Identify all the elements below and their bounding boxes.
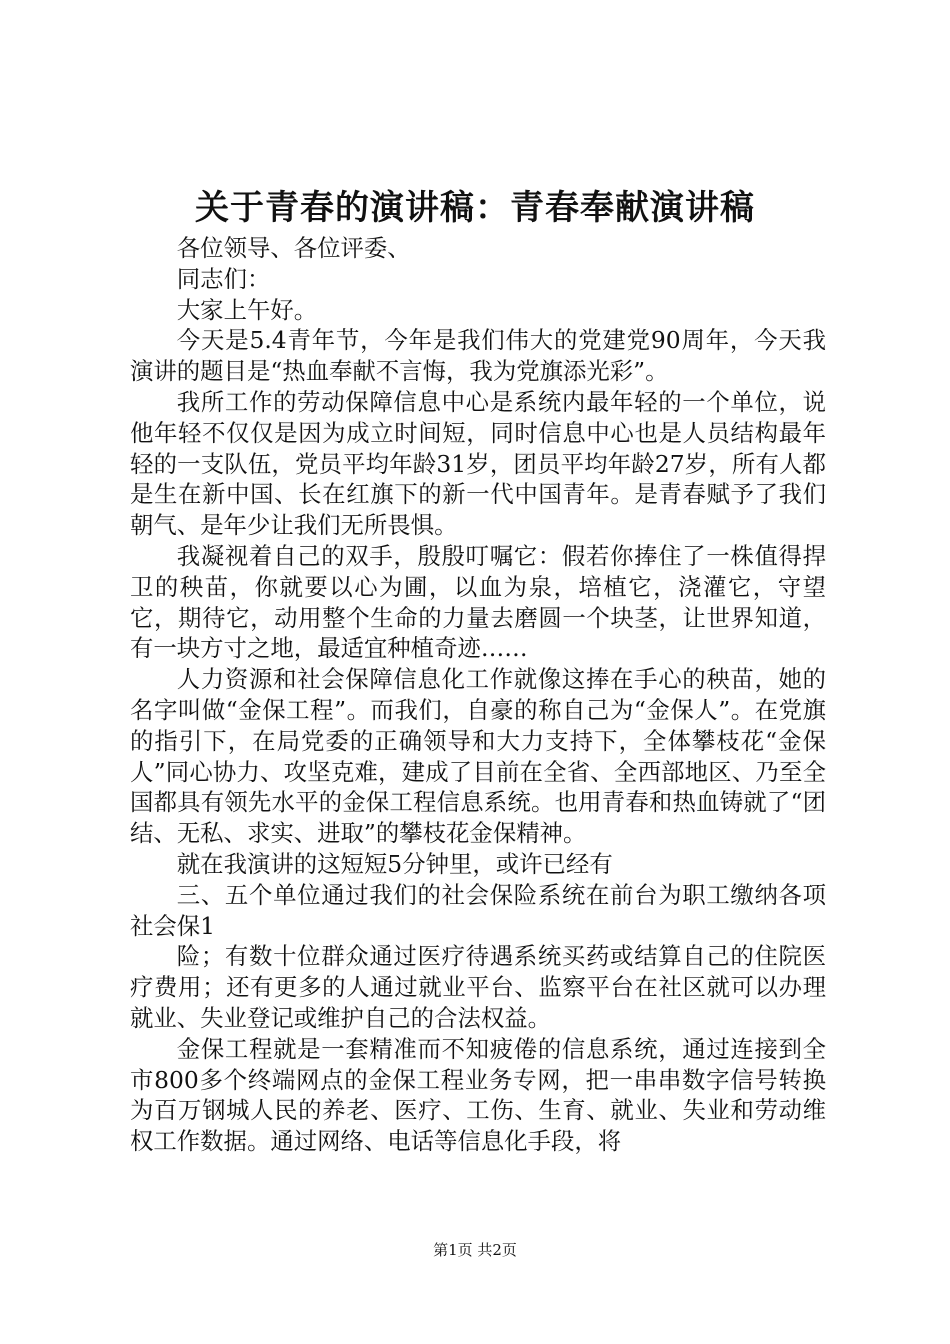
paragraph-salutation-2: 同志们：: [176, 264, 271, 293]
paragraph-jinbao-project: 人力资源和社会保障信息化工作就像这捧在手心的秧苗，她的名字叫做“金保工程”。而我们，自豪的称自己为“金保人”。在党旗的指引下，在局党委的正确领导和大力支持下，全体攀枝花“金保人”同心协力、攻坚克难，建成了目前在全省、全西部地区、乃至全国都具有领先水平的金保工程信息系统。也用青春和热血铸就了“团结、无私、求实、进取”的攀枝花金保精神。: [130, 665, 826, 848]
page-footer: 第1页 共2页: [433, 1241, 517, 1259]
paragraph-salutation-1: 各位领导、各位评委、: [176, 234, 411, 262]
document-body: [130, 233, 826, 1157]
paragraph-seedling: 我凝视着自己的双手，殷殷叮嘱它：假若你捧住了一株值得捍卫的秧苗，你就要以心为圃，以血为泉，培植它，浇灌它，守望它，期待它，动用整个生命的力量去磨圆一个块茎，让世界知道，有一块方寸之地，最适宜种植奇迹……: [130, 541, 826, 663]
paragraph-social-insurance: 三、五个单位通过我们的社会保险系统在前台为职工缴纳各项社会保1: [130, 880, 826, 940]
paragraph-greeting: 大家上午好。: [176, 295, 318, 324]
paragraph-topic: 今天是5.4青年节，今年是我们伟大的党建党90周年，今天我演讲的题目是“热血奉献不言悔，我为党旗添光彩”。: [130, 326, 826, 386]
paragraph-information-system: 金保工程就是一套精准而不知疲倦的信息系统，通过连接到全市800多个终端网点的金保工程业务专网，把一串串数字信号转换为百万钢城人民的养老、医疗、工伤、生育、就业、失业和劳动维权工作数据。通过网络、电话等信息化手段，将: [130, 1034, 826, 1156]
paragraph-five-minutes: 就在我演讲的这短短5分钟里，或许已经有: [176, 849, 613, 878]
document-title: 关于青春的演讲稿：青春奉献演讲稿: [195, 188, 755, 228]
paragraph-workplace: 我所工作的劳动保障信息中心是系统内最年轻的一个单位，说他年轻不仅仅是因为成立时间短，同时信息中心也是人员结构最年轻的一支队伍，党员平均年龄31岁，团员平均年龄27岁，所有人都是生在新中国、长在红旗下的新一代中国青年。是青春赋予了我们朝气、是年少让我们无所畏惧。: [130, 387, 826, 540]
paragraph-medical: 险；有数十位群众通过医疗待遇系统买药或结算自己的住院医疗费用；还有更多的人通过就业平台、监察平台在社区就可以办理就业、失业登记或维护自己的合法权益。: [130, 942, 826, 1032]
